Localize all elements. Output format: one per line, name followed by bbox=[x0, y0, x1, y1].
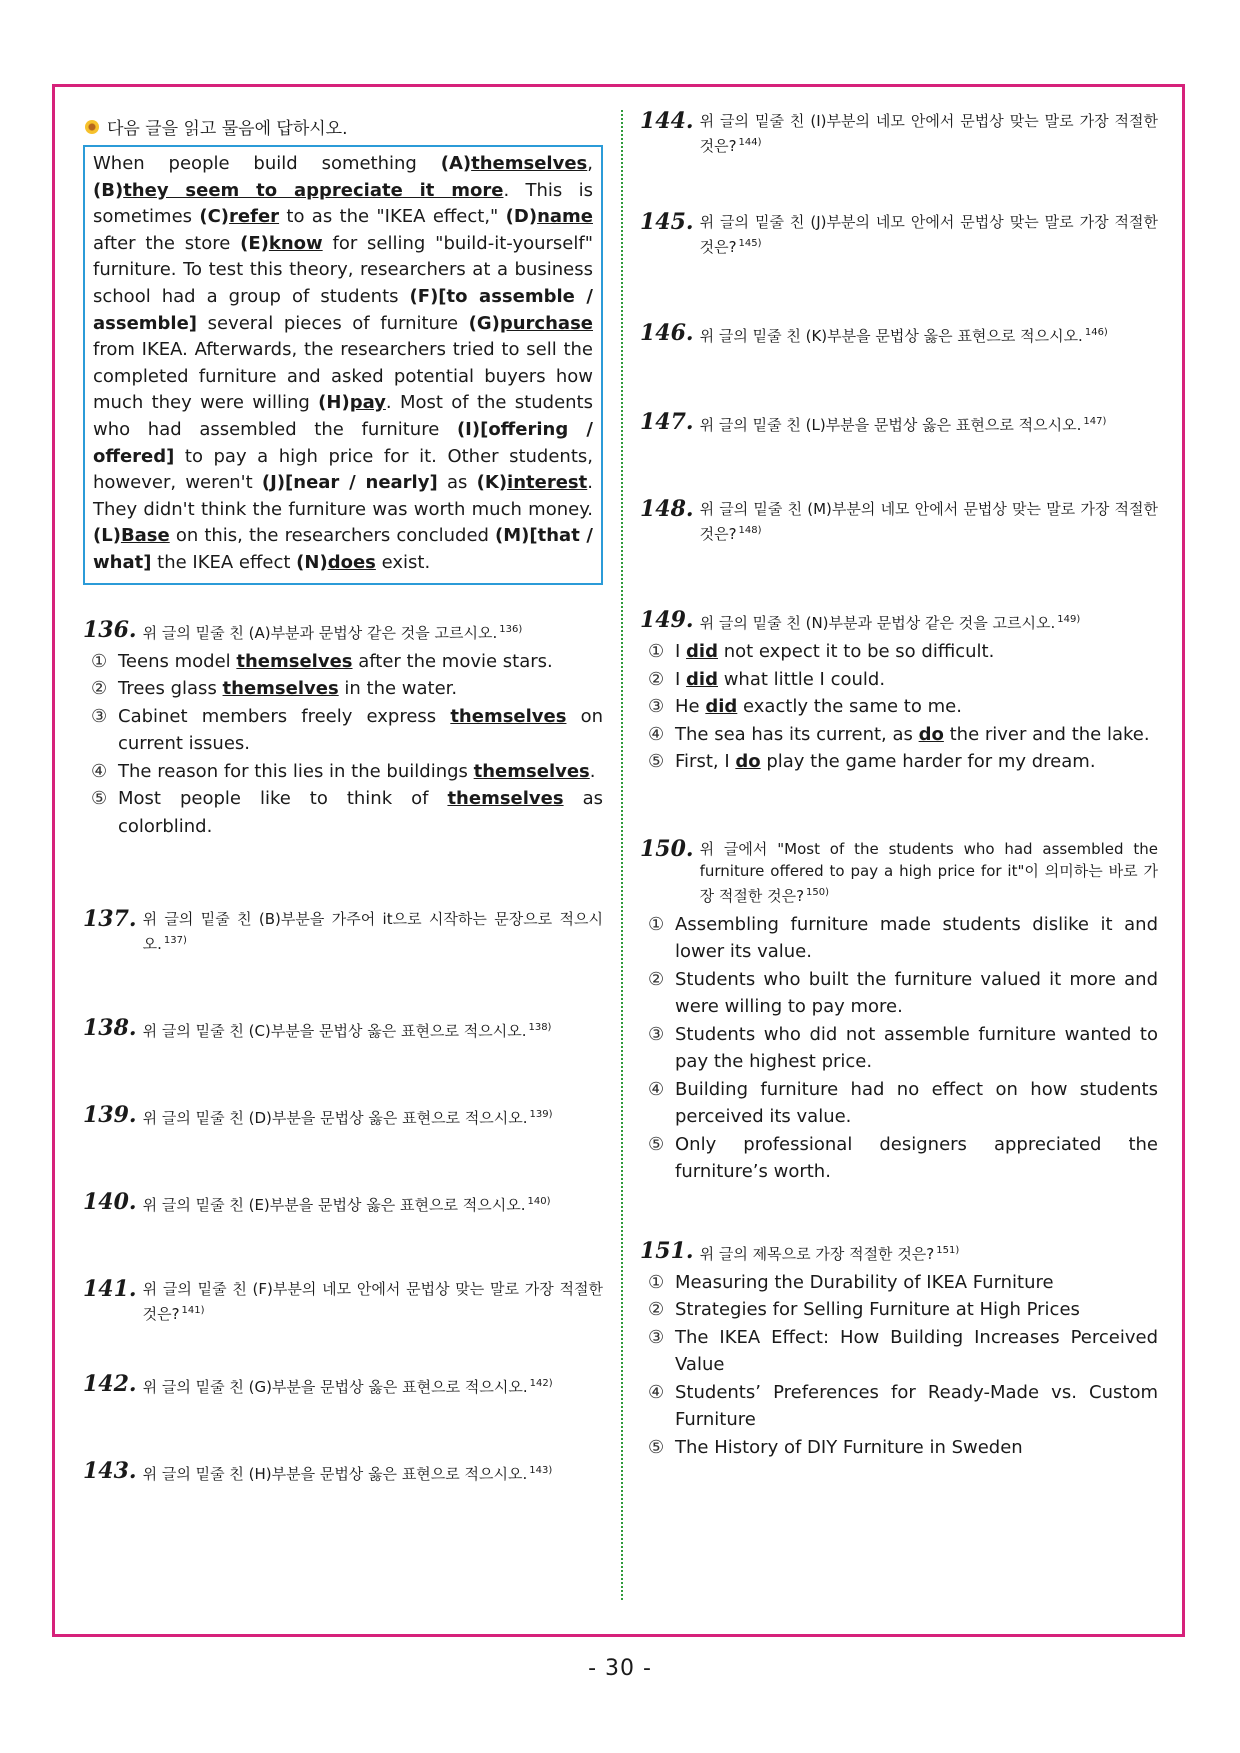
passage-text: after the store bbox=[93, 232, 241, 254]
option-keyword: themselves bbox=[222, 678, 339, 699]
question-number: 144. bbox=[640, 108, 694, 134]
option-marker: ① bbox=[648, 641, 665, 662]
option-text bbox=[675, 1021, 1158, 1076]
passage-text: . This is sometimes bbox=[93, 179, 593, 228]
reading-passage bbox=[83, 145, 603, 585]
option-keyword: themselves bbox=[450, 705, 567, 727]
question-prompt bbox=[700, 110, 1158, 157]
answer-option[interactable] bbox=[640, 693, 1158, 721]
question-number: 136. bbox=[83, 616, 137, 643]
question-136 bbox=[83, 616, 603, 841]
option-fragment: The History of DIY Furniture in Sweden bbox=[675, 1436, 1023, 1458]
answer-option[interactable] bbox=[640, 1324, 1158, 1379]
passage-label: (M)[that / what] bbox=[93, 525, 593, 573]
question-text: 위 글의 밑줄 친 (E)부분을 문법상 옳은 표현으로 적으시오. bbox=[142, 1196, 526, 1214]
passage-label: (K) bbox=[476, 472, 508, 494]
underlined-target: interest bbox=[507, 472, 588, 494]
question-number: 148. bbox=[640, 496, 694, 522]
option-marker: ③ bbox=[648, 696, 665, 717]
option-marker: ④ bbox=[648, 1381, 665, 1403]
question-prompt bbox=[143, 1460, 603, 1485]
option-fragment: I bbox=[675, 641, 687, 662]
question-148 bbox=[640, 498, 1158, 545]
answer-options bbox=[83, 648, 603, 841]
option-text bbox=[675, 748, 1158, 776]
option-fragment: Students who built the furniture valued it more and were willing to pay more. bbox=[675, 968, 1158, 1017]
question-header bbox=[640, 322, 1158, 347]
option-marker: ① bbox=[648, 913, 665, 935]
question-prompt bbox=[700, 411, 1158, 436]
footnote-ref: 140) bbox=[527, 1196, 551, 1207]
passage-text: . They didn't think the furniture was worth much money. bbox=[93, 472, 593, 520]
option-text bbox=[118, 758, 603, 786]
option-fragment: play the game harder for my dream. bbox=[760, 751, 1096, 772]
question-prompt bbox=[700, 838, 1158, 907]
passage-text: to pay a high price for it. Other students, however, weren't bbox=[93, 445, 593, 494]
footnote-ref: 144) bbox=[738, 137, 762, 148]
option-marker: ③ bbox=[648, 1023, 665, 1045]
footnote-ref: 136) bbox=[499, 623, 523, 635]
question-number: 139. bbox=[83, 1102, 137, 1128]
question-header bbox=[640, 835, 1158, 907]
option-fragment: Only professional designers appreciated the furniture’s worth. bbox=[675, 1133, 1158, 1182]
underlined-target: pay bbox=[349, 392, 386, 414]
question-prompt bbox=[143, 908, 603, 955]
question-text: 위 글의 밑줄 친 (M)부분의 네모 안에서 문법상 맞는 말로 가장 적절한 것은? bbox=[699, 500, 1158, 543]
footnote-ref: 149) bbox=[1057, 614, 1081, 625]
option-keyword: do bbox=[735, 751, 761, 772]
option-fragment: Strategies for Selling Furniture at High Prices bbox=[675, 1299, 1080, 1320]
instruction-text: 다음 글을 읽고 물음에 답하시오. bbox=[107, 119, 348, 139]
option-fragment: not expect it to be so difficult. bbox=[717, 641, 995, 662]
passage-label: (D) bbox=[505, 206, 538, 228]
question-prompt bbox=[700, 211, 1158, 258]
question-number: 143. bbox=[83, 1458, 137, 1484]
question-header bbox=[83, 616, 603, 644]
passage-text: as bbox=[437, 472, 477, 494]
option-fragment: Most people like to think of bbox=[118, 788, 448, 809]
option-text bbox=[675, 1434, 1158, 1462]
option-fragment: the river and the lake. bbox=[943, 723, 1150, 745]
option-text bbox=[118, 675, 603, 703]
option-marker: ② bbox=[648, 968, 665, 990]
answer-option[interactable] bbox=[640, 911, 1158, 966]
question-header bbox=[640, 498, 1158, 545]
passage-label: (L) bbox=[93, 525, 121, 547]
underlined-target: know bbox=[268, 232, 323, 254]
option-marker: ④ bbox=[91, 760, 108, 782]
passage-label: (I)[offering / offered] bbox=[93, 418, 593, 467]
underlined-target: purchase bbox=[499, 312, 593, 334]
question-140 bbox=[83, 1191, 603, 1216]
footnote-ref: 138) bbox=[528, 1022, 552, 1033]
question-text: 위 글의 밑줄 친 (F)부분의 네모 안에서 문법상 맞는 말로 가장 적절한 것은? bbox=[142, 1280, 603, 1323]
question-number: 146. bbox=[640, 320, 694, 346]
answer-option[interactable] bbox=[640, 966, 1158, 1021]
passage-label: (J)[near / nearly] bbox=[261, 472, 438, 494]
option-marker: ③ bbox=[648, 1326, 665, 1348]
footnote-ref: 137) bbox=[163, 935, 187, 946]
footnote-ref: 151) bbox=[936, 1244, 960, 1256]
answer-option[interactable] bbox=[640, 1021, 1158, 1076]
footnote-ref: 141) bbox=[181, 1305, 205, 1316]
option-fragment: on current issues. bbox=[118, 705, 603, 754]
question-header bbox=[83, 908, 603, 955]
passage-label: (H) bbox=[318, 392, 350, 414]
option-text bbox=[675, 1324, 1158, 1379]
answer-option[interactable] bbox=[83, 648, 603, 676]
passage-text: exist. bbox=[375, 551, 431, 573]
option-marker: ④ bbox=[648, 1078, 665, 1100]
underlined-target: name bbox=[537, 206, 593, 228]
option-keyword: do bbox=[918, 723, 944, 745]
question-header bbox=[640, 411, 1158, 436]
answer-option[interactable] bbox=[640, 638, 1158, 666]
passage-label: (C) bbox=[199, 206, 230, 228]
question-143 bbox=[83, 1460, 603, 1485]
option-marker: ④ bbox=[648, 723, 665, 745]
answer-option[interactable] bbox=[640, 1296, 1158, 1324]
option-fragment: Students’ Preferences for Ready-Made vs. Custom Furniture bbox=[675, 1381, 1158, 1430]
passage-label: (N) bbox=[296, 551, 328, 573]
question-prompt bbox=[700, 322, 1158, 347]
option-marker: ② bbox=[648, 668, 665, 690]
flower-icon bbox=[83, 118, 101, 136]
question-text: 위 글의 밑줄 친 (D)부분을 문법상 옳은 표현으로 적으시오. bbox=[142, 1109, 528, 1127]
answer-option[interactable] bbox=[640, 721, 1158, 749]
question-text: 위 글의 밑줄 친 (L)부분을 문법상 옳은 표현으로 적으시오. bbox=[699, 416, 1082, 434]
answer-options bbox=[640, 911, 1158, 1186]
passage-text: for selling "build-it-yourself" furniture. To test this theory, researchers at a business school had a group of students bbox=[93, 232, 593, 307]
underlined-target: themselves bbox=[471, 153, 588, 174]
footnote-ref: 142) bbox=[529, 1378, 553, 1389]
question-header bbox=[83, 1191, 603, 1216]
answer-option[interactable] bbox=[83, 675, 603, 703]
option-marker: ② bbox=[648, 1299, 665, 1320]
question-text: 위 글의 밑줄 친 (J)부분의 네모 안에서 문법상 맞는 말로 가장 적절한 것은? bbox=[699, 213, 1158, 256]
option-keyword: themselves bbox=[447, 788, 564, 809]
passage-label: (B) bbox=[93, 179, 124, 201]
question-prompt bbox=[700, 1240, 1158, 1265]
question-number: 138. bbox=[83, 1015, 137, 1041]
option-fragment: First, I bbox=[675, 751, 736, 772]
option-text bbox=[675, 638, 1158, 666]
question-header bbox=[640, 211, 1158, 258]
question-text: 위 글의 밑줄 친 (K)부분을 문법상 옳은 표현으로 적으시오. bbox=[699, 327, 1083, 345]
answer-option[interactable] bbox=[640, 1434, 1158, 1462]
passage-text: the IKEA effect bbox=[151, 551, 297, 573]
question-header bbox=[640, 110, 1158, 157]
question-header bbox=[83, 1017, 603, 1042]
option-text bbox=[675, 666, 1158, 694]
question-header bbox=[83, 1460, 603, 1485]
question-145 bbox=[640, 211, 1158, 258]
question-prompt bbox=[143, 1191, 603, 1216]
passage-text: from IKEA. Afterwards, the researchers tried to sell the completed furniture and asked potential buyers how much they were willing bbox=[93, 339, 593, 414]
option-text bbox=[118, 648, 603, 676]
option-text bbox=[675, 1379, 1158, 1434]
answer-option[interactable] bbox=[640, 1131, 1158, 1186]
question-header bbox=[640, 609, 1158, 634]
option-fragment: in the water. bbox=[338, 678, 458, 699]
option-marker: ⑤ bbox=[648, 751, 665, 772]
option-marker: ② bbox=[91, 678, 108, 699]
question-142 bbox=[83, 1373, 603, 1398]
passage-text: When people build something bbox=[93, 153, 441, 174]
question-141 bbox=[83, 1278, 603, 1325]
page-number: - 30 - bbox=[588, 1656, 652, 1681]
question-137 bbox=[83, 908, 603, 955]
right-column bbox=[640, 110, 1158, 1461]
option-fragment: exactly the same to me. bbox=[737, 696, 962, 717]
option-fragment: Cabinet members freely express bbox=[118, 705, 451, 727]
underlined-target: does bbox=[327, 551, 376, 573]
answer-options bbox=[640, 1269, 1158, 1462]
question-number: 151. bbox=[640, 1237, 694, 1264]
question-139 bbox=[83, 1104, 603, 1129]
option-text bbox=[675, 693, 1158, 721]
option-keyword: did bbox=[705, 696, 738, 717]
passage-label: (A) bbox=[440, 153, 472, 174]
question-prompt bbox=[143, 1278, 603, 1325]
question-150 bbox=[640, 835, 1158, 1186]
footnote-ref: 143) bbox=[529, 1465, 553, 1476]
question-144 bbox=[640, 110, 1158, 157]
footnote-ref: 146) bbox=[1084, 327, 1108, 338]
option-fragment: The reason for this lies in the buildings bbox=[118, 760, 474, 782]
option-fragment: Students who did not assemble furniture wanted to pay the highest price. bbox=[675, 1023, 1158, 1072]
passage-text: several pieces of furniture bbox=[197, 312, 469, 334]
question-number: 149. bbox=[640, 607, 694, 633]
question-text: 위 글의 밑줄 친 (B)부분을 가주어 it으로 시작하는 문장으로 적으시오. bbox=[142, 910, 603, 953]
question-prompt bbox=[143, 619, 603, 644]
question-151 bbox=[640, 1237, 1158, 1462]
question-header bbox=[640, 1237, 1158, 1265]
option-keyword: themselves bbox=[236, 650, 353, 672]
option-marker: ③ bbox=[91, 705, 108, 727]
option-fragment: after the movie stars. bbox=[352, 650, 553, 672]
question-text: 위 글에서 "Most of the students who had assembled the furniture offered to pay a high price for it"이 의미하는 바로 가장 적절한 것은? bbox=[699, 839, 1158, 905]
question-prompt bbox=[143, 1373, 603, 1398]
option-fragment: Building furniture had no effect on how students perceived its value. bbox=[675, 1078, 1158, 1127]
passage-text: . Most of the students who had assembled the furniture bbox=[93, 392, 593, 440]
option-marker: ① bbox=[648, 1271, 665, 1293]
passage-label: (F)[to assemble / assemble] bbox=[93, 285, 593, 334]
passage-label: (E) bbox=[240, 232, 269, 254]
question-147 bbox=[640, 411, 1158, 436]
option-fragment: what little I could. bbox=[717, 668, 886, 690]
question-146 bbox=[640, 322, 1158, 347]
right-questions bbox=[640, 110, 1158, 1461]
question-138 bbox=[83, 1017, 603, 1042]
column-divider bbox=[621, 110, 623, 1600]
answer-option[interactable] bbox=[640, 666, 1158, 694]
question-text: 위 글의 밑줄 친 (N)부분과 문법상 같은 것을 고르시오. bbox=[699, 614, 1056, 632]
question-text: 위 글의 밑줄 친 (H)부분을 문법상 옳은 표현으로 적으시오. bbox=[142, 1465, 528, 1483]
option-text bbox=[675, 1296, 1158, 1324]
question-header bbox=[83, 1373, 603, 1398]
instruction bbox=[83, 114, 603, 139]
option-fragment: Trees glass bbox=[118, 678, 223, 699]
answer-option[interactable] bbox=[640, 1076, 1158, 1131]
answer-option[interactable] bbox=[83, 785, 603, 840]
left-questions bbox=[83, 616, 603, 1486]
option-fragment: Measuring the Durability of IKEA Furniture bbox=[675, 1271, 1054, 1293]
question-number: 142. bbox=[83, 1371, 137, 1397]
option-fragment: . bbox=[589, 760, 596, 782]
question-number: 147. bbox=[640, 409, 694, 435]
option-text bbox=[118, 703, 603, 758]
question-prompt bbox=[143, 1104, 603, 1129]
question-149 bbox=[640, 609, 1158, 776]
option-text bbox=[118, 785, 603, 840]
option-fragment: The sea has its current, as bbox=[675, 723, 919, 745]
underlined-target: they seem to appreciate it more bbox=[123, 179, 504, 201]
answer-option[interactable] bbox=[640, 1379, 1158, 1434]
question-number: 150. bbox=[640, 835, 694, 862]
question-number: 145. bbox=[640, 209, 694, 235]
option-marker: ⑤ bbox=[648, 1436, 665, 1458]
footnote-ref: 139) bbox=[529, 1109, 553, 1120]
option-fragment: as colorblind. bbox=[118, 788, 603, 837]
answer-options bbox=[640, 638, 1158, 776]
question-text: 위 글의 제목으로 가장 적절한 것은? bbox=[699, 1244, 935, 1263]
option-keyword: did bbox=[686, 668, 718, 690]
passage-text: on this, the researchers concluded bbox=[169, 525, 496, 547]
underlined-target: refer bbox=[229, 206, 280, 228]
option-fragment: Assembling furniture made students dislike it and lower its value. bbox=[675, 913, 1158, 962]
option-text bbox=[675, 1131, 1158, 1186]
option-fragment: He bbox=[675, 696, 706, 717]
option-marker: ⑤ bbox=[91, 788, 108, 809]
question-text: 위 글의 밑줄 친 (G)부분을 문법상 옳은 표현으로 적으시오. bbox=[142, 1378, 528, 1396]
option-text bbox=[675, 1269, 1158, 1297]
option-text bbox=[675, 721, 1158, 749]
footnote-ref: 145) bbox=[738, 238, 762, 249]
option-text bbox=[675, 1076, 1158, 1131]
question-prompt bbox=[700, 498, 1158, 545]
question-header bbox=[83, 1278, 603, 1325]
question-header bbox=[83, 1104, 603, 1129]
question-number: 137. bbox=[83, 906, 137, 932]
option-keyword: did bbox=[686, 641, 718, 662]
underlined-target: Base bbox=[120, 525, 170, 547]
option-fragment: I bbox=[675, 668, 687, 690]
left-column bbox=[83, 110, 603, 1485]
option-keyword: themselves bbox=[473, 760, 590, 782]
passage-text: , bbox=[587, 153, 593, 174]
option-text bbox=[675, 966, 1158, 1021]
footnote-ref: 148) bbox=[738, 525, 762, 536]
question-text: 위 글의 밑줄 친 (A)부분과 문법상 같은 것을 고르시오. bbox=[142, 623, 498, 642]
question-number: 141. bbox=[83, 1276, 137, 1302]
option-marker: ① bbox=[91, 650, 108, 672]
question-prompt bbox=[143, 1017, 603, 1042]
question-number: 140. bbox=[83, 1189, 137, 1215]
option-marker: ⑤ bbox=[648, 1133, 665, 1155]
passage-label: (G) bbox=[468, 312, 500, 334]
option-fragment: Teens model bbox=[118, 650, 237, 672]
question-text: 위 글의 밑줄 친 (I)부분의 네모 안에서 문법상 맞는 말로 가장 적절한 것은? bbox=[699, 112, 1158, 155]
passage-text: to as the "IKEA effect," bbox=[279, 206, 506, 228]
answer-option[interactable] bbox=[640, 1269, 1158, 1297]
option-text bbox=[675, 911, 1158, 966]
question-prompt bbox=[700, 609, 1158, 634]
footnote-ref: 150) bbox=[806, 886, 830, 898]
answer-option[interactable] bbox=[83, 758, 603, 786]
answer-option[interactable] bbox=[83, 703, 603, 758]
footnote-ref: 147) bbox=[1083, 416, 1107, 427]
answer-option[interactable] bbox=[640, 748, 1158, 776]
question-text: 위 글의 밑줄 친 (C)부분을 문법상 옳은 표현으로 적으시오. bbox=[142, 1022, 527, 1040]
option-fragment: The IKEA Effect: How Building Increases Perceived Value bbox=[675, 1326, 1158, 1375]
